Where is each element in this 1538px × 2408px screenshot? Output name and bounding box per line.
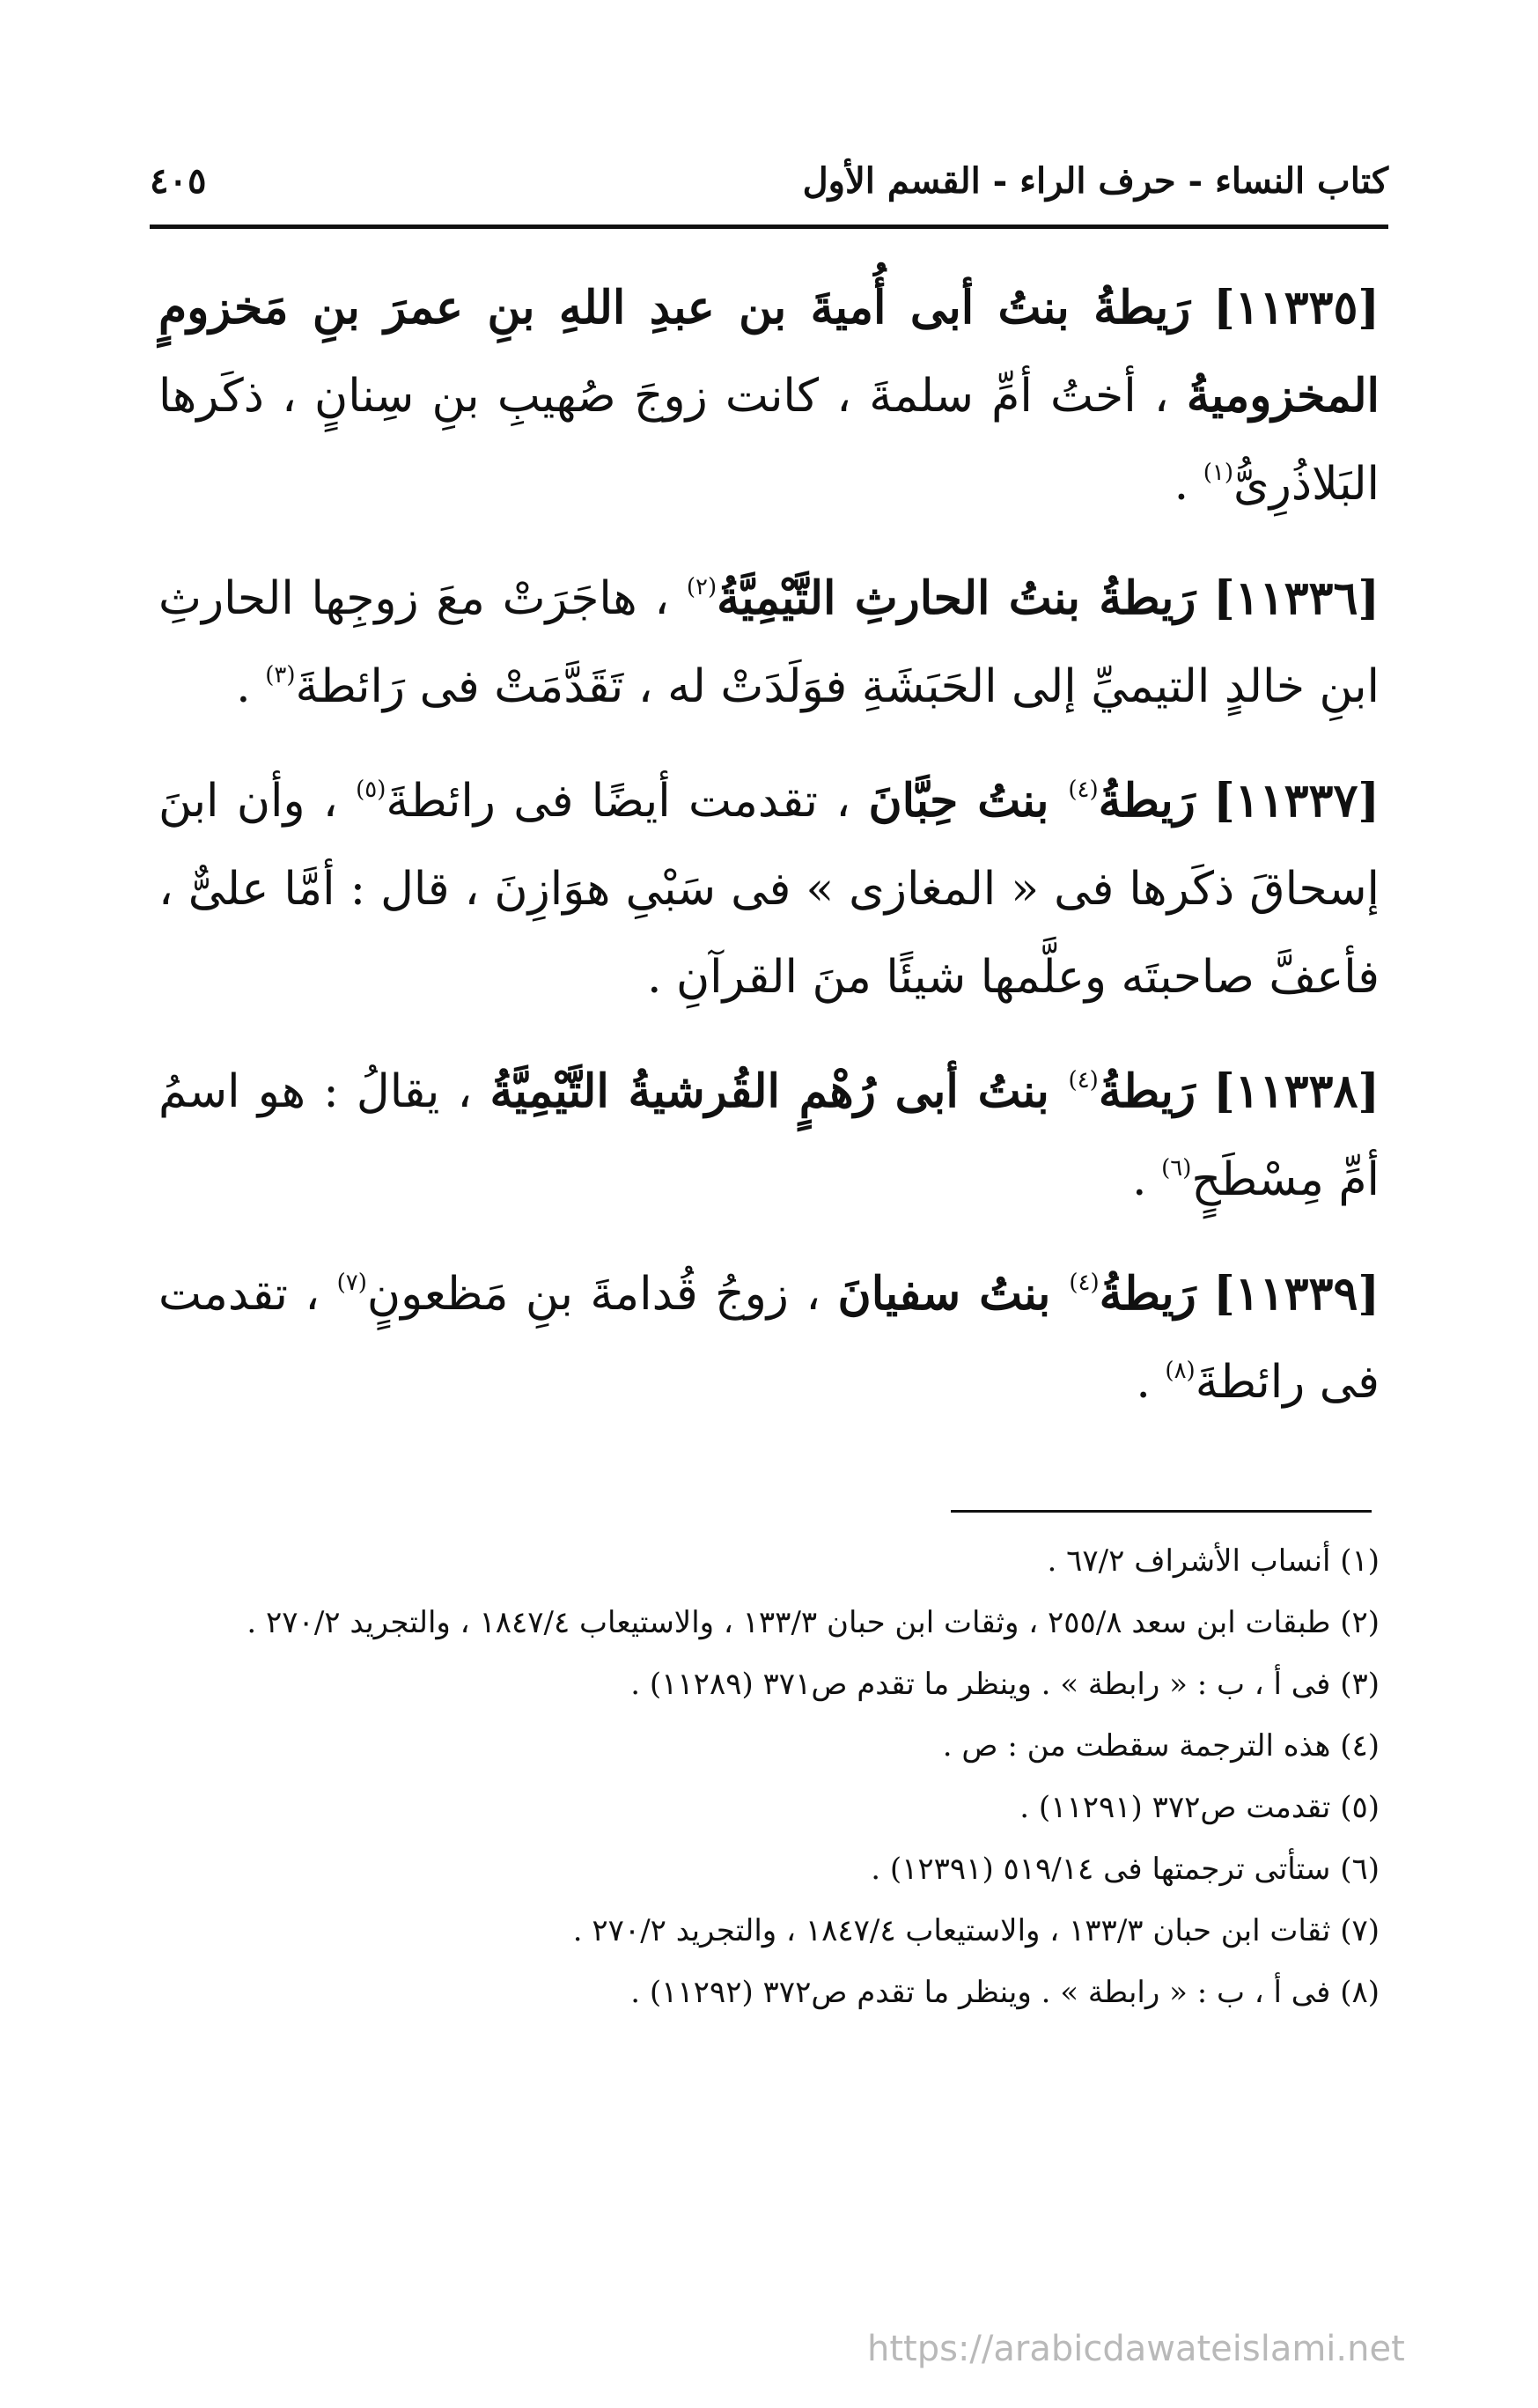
footnote-ref: (٤) [1068, 776, 1099, 803]
footnote-7: (٧) ثقات ابن حبان ١٣٣/٣ ، والاستيعاب ١٨٤٧/٤ ، والتجريد ٢٧٠/٢ . [572, 1913, 1380, 1948]
entry-11335 [158, 264, 1380, 528]
entry-text: ، تقدمت أيضًا فى رائطةَ [386, 775, 869, 828]
header-rule [150, 225, 1388, 229]
entry-text: ، يقالُ : هو اسمُ أمِّ مِسْطَحٍ [158, 1065, 1380, 1206]
entry-text: ، زوجُ قُدامةَ بنِ مَظعونٍ [366, 1268, 838, 1321]
entry-tail: ، وأن ابنَ إسحاقَ ذكَرها فى « المغازى » فى سَبْىِ هوَازِنَ ، قال : أمَّا علىٌّ ، فأعفَّ صاحبتَه وعلَّمها شيئًا منَ القرآنِ . [158, 775, 1380, 1004]
entry-name-cont: بنتُ أبى رُهْمٍ القُرشيةُ التَّيْمِيَّةُ [489, 1064, 1069, 1118]
entry-name: رَيطةُ [1099, 1267, 1196, 1321]
entry-text: ، أختُ أمِّ سلمةَ ، كانت زوجَ صُهيبِ بنِ سِنانٍ ، ذكَرها البَلاذُرِىُّ [158, 370, 1380, 511]
entry-tail: . [1132, 1153, 1162, 1206]
footnote-4: (٤) هذه الترجمة سقطت من : ص . [942, 1728, 1380, 1764]
entry-number: [١١٣٣٧] [1213, 774, 1380, 828]
entry-tail: . [1136, 1356, 1166, 1409]
page-number: ٤٠٥ [150, 159, 207, 202]
footnote-5: (٥) تقدمت ص٣٧٢ (١١٢٩١) . [1019, 1790, 1380, 1825]
entry-11338 [158, 1048, 1380, 1224]
main-text [158, 264, 1380, 1453]
entry-tail: . [1174, 458, 1203, 511]
footnote-1: (١) أنساب الأشراف ٦٧/٢ . [1047, 1543, 1380, 1579]
entry-name: رَيطةُ [1098, 1064, 1196, 1118]
entry-name: رَيطةُ بنتُ الحارثِ التَّيْمِيَّةُ [717, 571, 1196, 625]
footnote-ref: (٨) [1165, 1357, 1196, 1384]
footnote-ref: (٦) [1161, 1154, 1192, 1182]
footnote-ref: (٥) [356, 776, 386, 803]
footnote-rule [951, 1510, 1372, 1513]
footnote-ref: (١) [1203, 459, 1234, 486]
footnotes [158, 1536, 1380, 2029]
running-header [150, 150, 1388, 211]
entry-11339 [158, 1250, 1380, 1426]
entry-name: رَيطةُ بنتُ أبى أُميةَ بن عبدِ اللهِ بنِ عمرَ بنِ مَخزومٍ المخزوميةُ [158, 281, 1380, 423]
footnote-6: (٦) ستأتى ترجمتها فى ٥١٩/١٤ (١٢٣٩١) . [871, 1852, 1380, 1887]
entry-text: ، هاجَرَتْ معَ زوجِها الحارثِ ابنِ خالدٍ التيميِّ إلى الحَبَشَةِ فوَلَدَتْ له ، تَقَدَّمَتْ فى رَائطةَ [158, 572, 1380, 713]
footnote-ref: (٢) [686, 573, 717, 600]
entry-name: رَيطةُ [1098, 774, 1196, 828]
footnote-2: (٢) طبقات ابن سعد ٢٥٥/٨ ، وثقات ابن حبان ١٣٣/٣ ، والاستيعاب ١٨٤٧/٤ ، والتجريد ٢٧٠/٢ . [247, 1605, 1380, 1640]
entry-11337 [158, 757, 1380, 1021]
footnote-3: (٣) فى أ ، ب : « رابطة » . وينظر ما تقدم ص٣٧١ (١١٢٨٩) . [630, 1667, 1380, 1702]
footnote-ref: (٤) [1069, 1269, 1100, 1296]
entry-number: [١١٣٣٥] [1213, 281, 1380, 335]
entry-number: [١١٣٣٦] [1213, 571, 1380, 625]
entry-tail: . [236, 660, 266, 713]
entry-11336 [158, 555, 1380, 731]
footnote-ref: (٧) [336, 1269, 367, 1296]
header-title: كتاب النساء - حرف الراء - القسم الأول [802, 159, 1388, 202]
footnote-8: (٨) فى أ ، ب : « رابطة » . وينظر ما تقدم ص٣٧٢ (١١٢٩٢) . [630, 1975, 1380, 2010]
entry-text-cont: ، تقدمت فى رائطةَ [158, 1268, 1380, 1409]
entry-name-cont: بنتُ حِبَّانَ [868, 774, 1069, 828]
entry-number: [١١٣٣٨] [1213, 1064, 1380, 1118]
entry-name-cont: بنتُ سفيانَ [837, 1267, 1070, 1321]
footnote-ref: (٣) [265, 661, 296, 689]
watermark-url: https://arabicdawateislami.net [867, 2329, 1405, 2369]
footnote-ref: (٤) [1068, 1066, 1099, 1094]
entry-number: [١١٣٣٩] [1213, 1267, 1380, 1321]
